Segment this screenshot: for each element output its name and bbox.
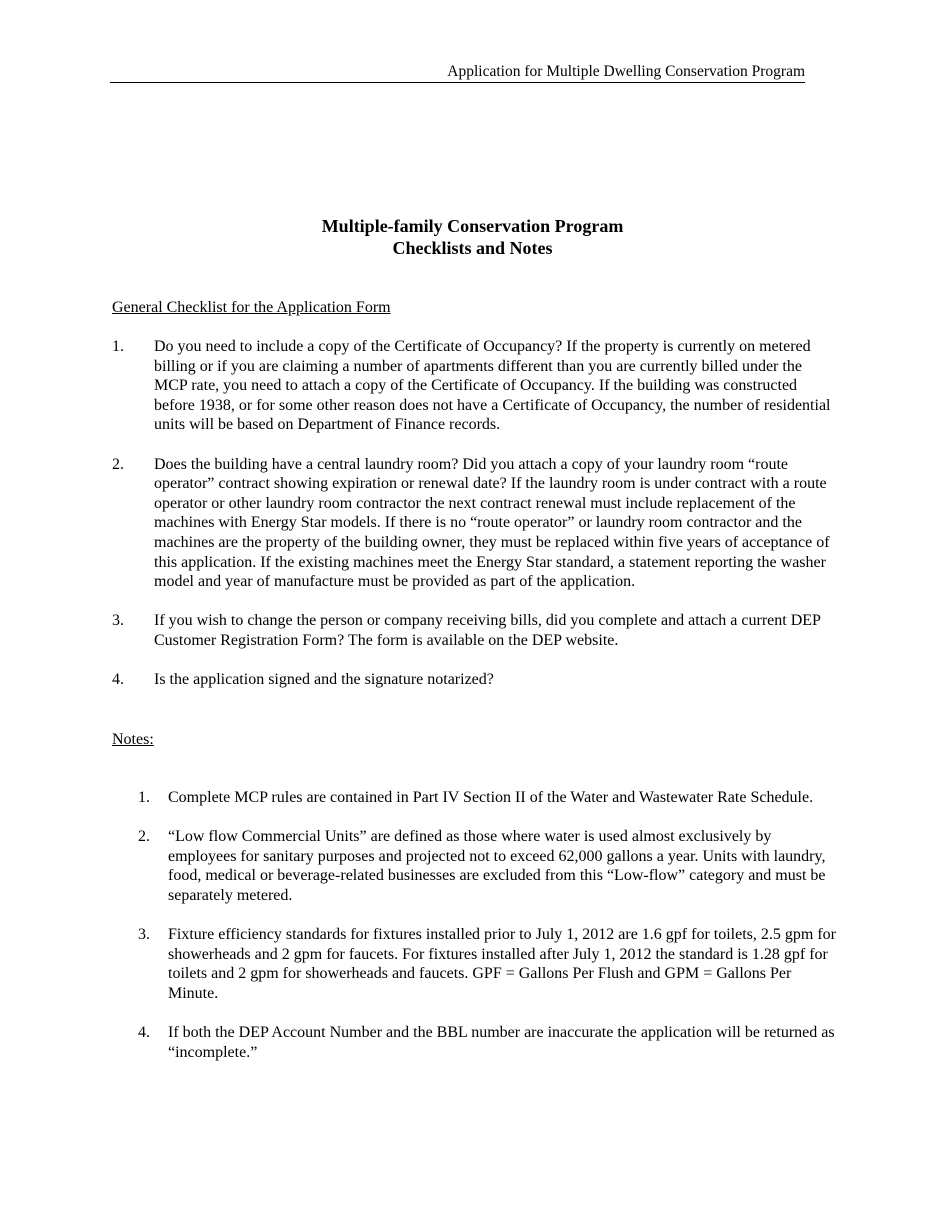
note-item <box>138 925 838 1003</box>
checklist-item <box>112 611 837 650</box>
note-item-number: 4. <box>138 1024 150 1042</box>
note-item-text: “Low flow Commercial Units” are defined as those where water is used almost exclusively by employees for sanitary purposes and projected not to exceed 62,000 gallons a year. Units with laundry, food, medical or beverage-related businesses are excluded from this “Low-flow” category and must be separately metered. <box>168 828 826 904</box>
notes-heading: Notes: <box>112 731 154 748</box>
document-title <box>0 215 945 259</box>
document-title-line-1: Multiple-family Conservation Program <box>321 216 624 236</box>
notes-list <box>138 788 838 1082</box>
checklist-item-number: 4. <box>112 671 124 689</box>
checklist-item-text: Do you need to include a copy of the Certificate of Occupancy? If the property is currently on metered billing or if you are claiming a number of apartments different than you are currently billed under the MCP rate, you need to attach a copy of the Certificate of Occupancy. If the building was constructed before 1938, or for some other reason does not have a Certificate of Occupancy, the number of residential units will be based on Department of Finance records. <box>154 338 831 434</box>
note-item-number: 2. <box>138 828 150 846</box>
document-title-line-2: Checklists and Notes <box>392 238 553 258</box>
note-item-number: 1. <box>138 789 150 806</box>
note-item <box>138 1023 838 1062</box>
checklist-item-number: 3. <box>112 612 124 630</box>
checklist-item <box>112 455 837 592</box>
note-item <box>138 827 838 905</box>
running-header: Application for Multiple Dwelling Conservation Program <box>110 62 805 83</box>
checklist-item <box>112 337 837 435</box>
checklist-item-number: 1. <box>112 338 124 355</box>
checklist-item <box>112 670 837 690</box>
note-item-text: Complete MCP rules are contained in Part IV Section II of the Water and Wastewater Rate Schedule. <box>168 789 814 806</box>
note-item <box>138 788 838 808</box>
checklist-item-text: Is the application signed and the signature notarized? <box>154 671 494 689</box>
checklist-heading: General Checklist for the Application Form <box>112 299 391 316</box>
general-checklist <box>112 337 837 709</box>
note-item-text: Fixture efficiency standards for fixtures installed prior to July 1, 2012 are 1.6 gpf for toilets, 2.5 gpm for showerheads and 2 gpm for faucets. For fixtures installed after July 1, 2012 the standard is 1.28 gpf for toilets and 2 gpm for showerheads and faucets. GPF = Gallons Per Flush and GPM = Gallons Per Minute. <box>168 926 836 1002</box>
checklist-item-number: 2. <box>112 455 124 473</box>
checklist-item-text: Does the building have a central laundry room? Did you attach a copy of your laundry room “route operator” contract showing expiration or renewal date? If the laundry room is under contract with a route operator or other laundry room contractor the next contract renewal must include replacement of the machines with Energy Star models. If there is no “route operator” or laundry room contractor and the machines are the property of the building owner, they must be replaced within five years of acceptance of this application. If the existing machines meet the Energy Star standard, a statement reporting the washer model and year of manufacture must be provided as part of the application. <box>154 455 830 591</box>
checklist-item-text: If you wish to change the person or company receiving bills, did you complete and attach a current DEP Customer Registration Form? The form is available on the DEP website. <box>154 612 821 649</box>
note-item-number: 3. <box>138 926 150 944</box>
note-item-text: If both the DEP Account Number and the BBL number are inaccurate the application will be returned as “incomplete.” <box>168 1024 835 1061</box>
